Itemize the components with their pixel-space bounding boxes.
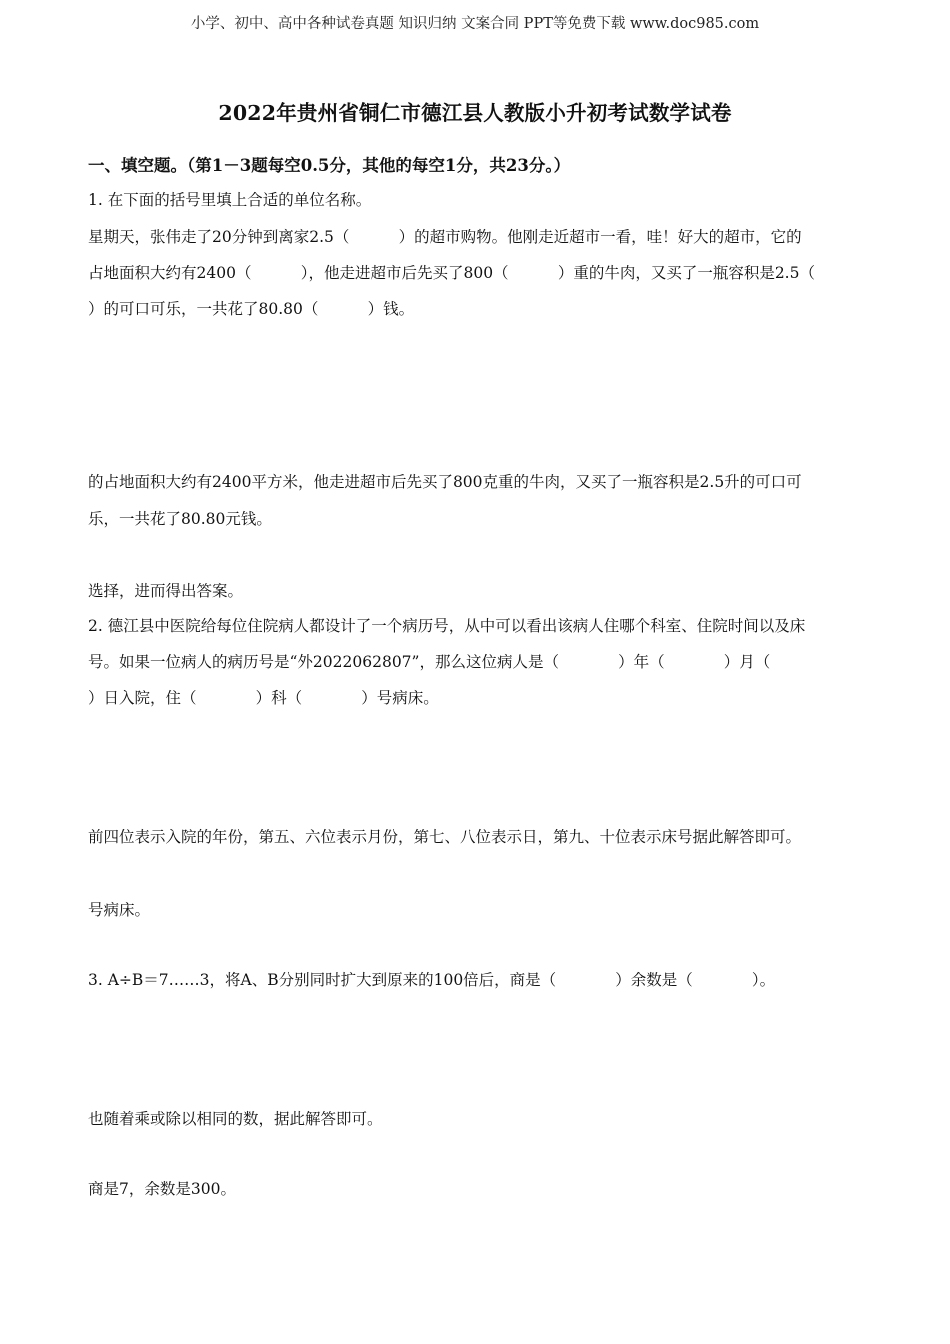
q2-text: 号。如果一位病人的病历号是“外2022062807”，那么这位病人是（ ）年（ ）月（ bbox=[88, 653, 771, 671]
q1-xiangjie bbox=[88, 428, 864, 465]
q2-fenxi bbox=[88, 783, 864, 820]
q2-prompt: 2. 德江县中医院给每位住院病人都设计了一个病历号，从中可以看出该病人住哪个科室、住院时间以及床 bbox=[88, 616, 806, 635]
section-heading: 一、填空题。（第1－3题每空0.5分，其他的每空1分，共23分。） bbox=[88, 156, 571, 175]
q3-jiexi bbox=[88, 1031, 864, 1065]
q2-text: ）日入院，住（ ）科（ ）号病床。 bbox=[88, 688, 439, 707]
q1-xiangjie-cont: 乐，一共花了80.80元钱。 bbox=[88, 509, 272, 528]
q1-dianjing-cont: 选择，进而得出答案。 bbox=[88, 581, 244, 600]
q2-fenxi-cont: 前四位表示入院的年份，第五、六位表示月份，第七、八位表示日，第九、十位表示床号据此解答即可。 bbox=[88, 828, 802, 846]
q2-answer bbox=[88, 715, 864, 749]
q2-xiangjie-cont: 号病床。 bbox=[88, 901, 151, 919]
q2-jiexi bbox=[88, 749, 864, 783]
q1-prompt: 1. 在下面的括号里填上合适的单位名称。 bbox=[88, 191, 372, 209]
q3-xiangjie bbox=[88, 1138, 864, 1172]
q2-xiangjie bbox=[88, 856, 864, 893]
q3-answer bbox=[88, 997, 864, 1031]
q1-jiexi bbox=[88, 360, 864, 394]
site-header: 小学、初中、高中各种试卷真题 知识归纳 文案合同 PPT等免费下载 www.doc985.com bbox=[190, 16, 760, 32]
q3-fenxi-cont: 也随着乘或除以相同的数，据此解答即可。 bbox=[88, 1110, 383, 1128]
q1-fenxi bbox=[88, 394, 864, 428]
page-title: 2022年贵州省铜仁市德江县人教版小升初考试数学试卷 bbox=[218, 101, 732, 125]
document-body bbox=[88, 150, 864, 1206]
q3-fenxi bbox=[88, 1065, 864, 1102]
q2-dianjing bbox=[88, 929, 864, 963]
q1-xiangjie-cont: 的占地面积大约有2400平方米，他走进超市后先买了800克重的牛肉，又买了一瓶容积是2.5升的可口可 bbox=[88, 473, 802, 491]
q1-text: 占地面积大约有2400（ ），他走进超市后先买了800（ ）重的牛肉，又买了一瓶容积是2.5（ bbox=[88, 264, 815, 282]
q1-dianjing bbox=[88, 537, 864, 574]
q3-result: 商是7，余数是300。 bbox=[88, 1179, 236, 1198]
q1-text: 星期天，张伟走了20分钟到离家2.5（ ）的超市购物。他刚走近超市一看，哇！好大的超市，它的 bbox=[88, 227, 802, 246]
q1-text: ）的可口可乐，一共花了80.80（ ）钱。 bbox=[88, 299, 415, 318]
q3-prompt: 3. A÷B＝7……3，将A、B分别同时扩大到原来的100倍后，商是（ ）余数是（ ）。 bbox=[88, 970, 776, 989]
q1-answer bbox=[88, 326, 864, 360]
